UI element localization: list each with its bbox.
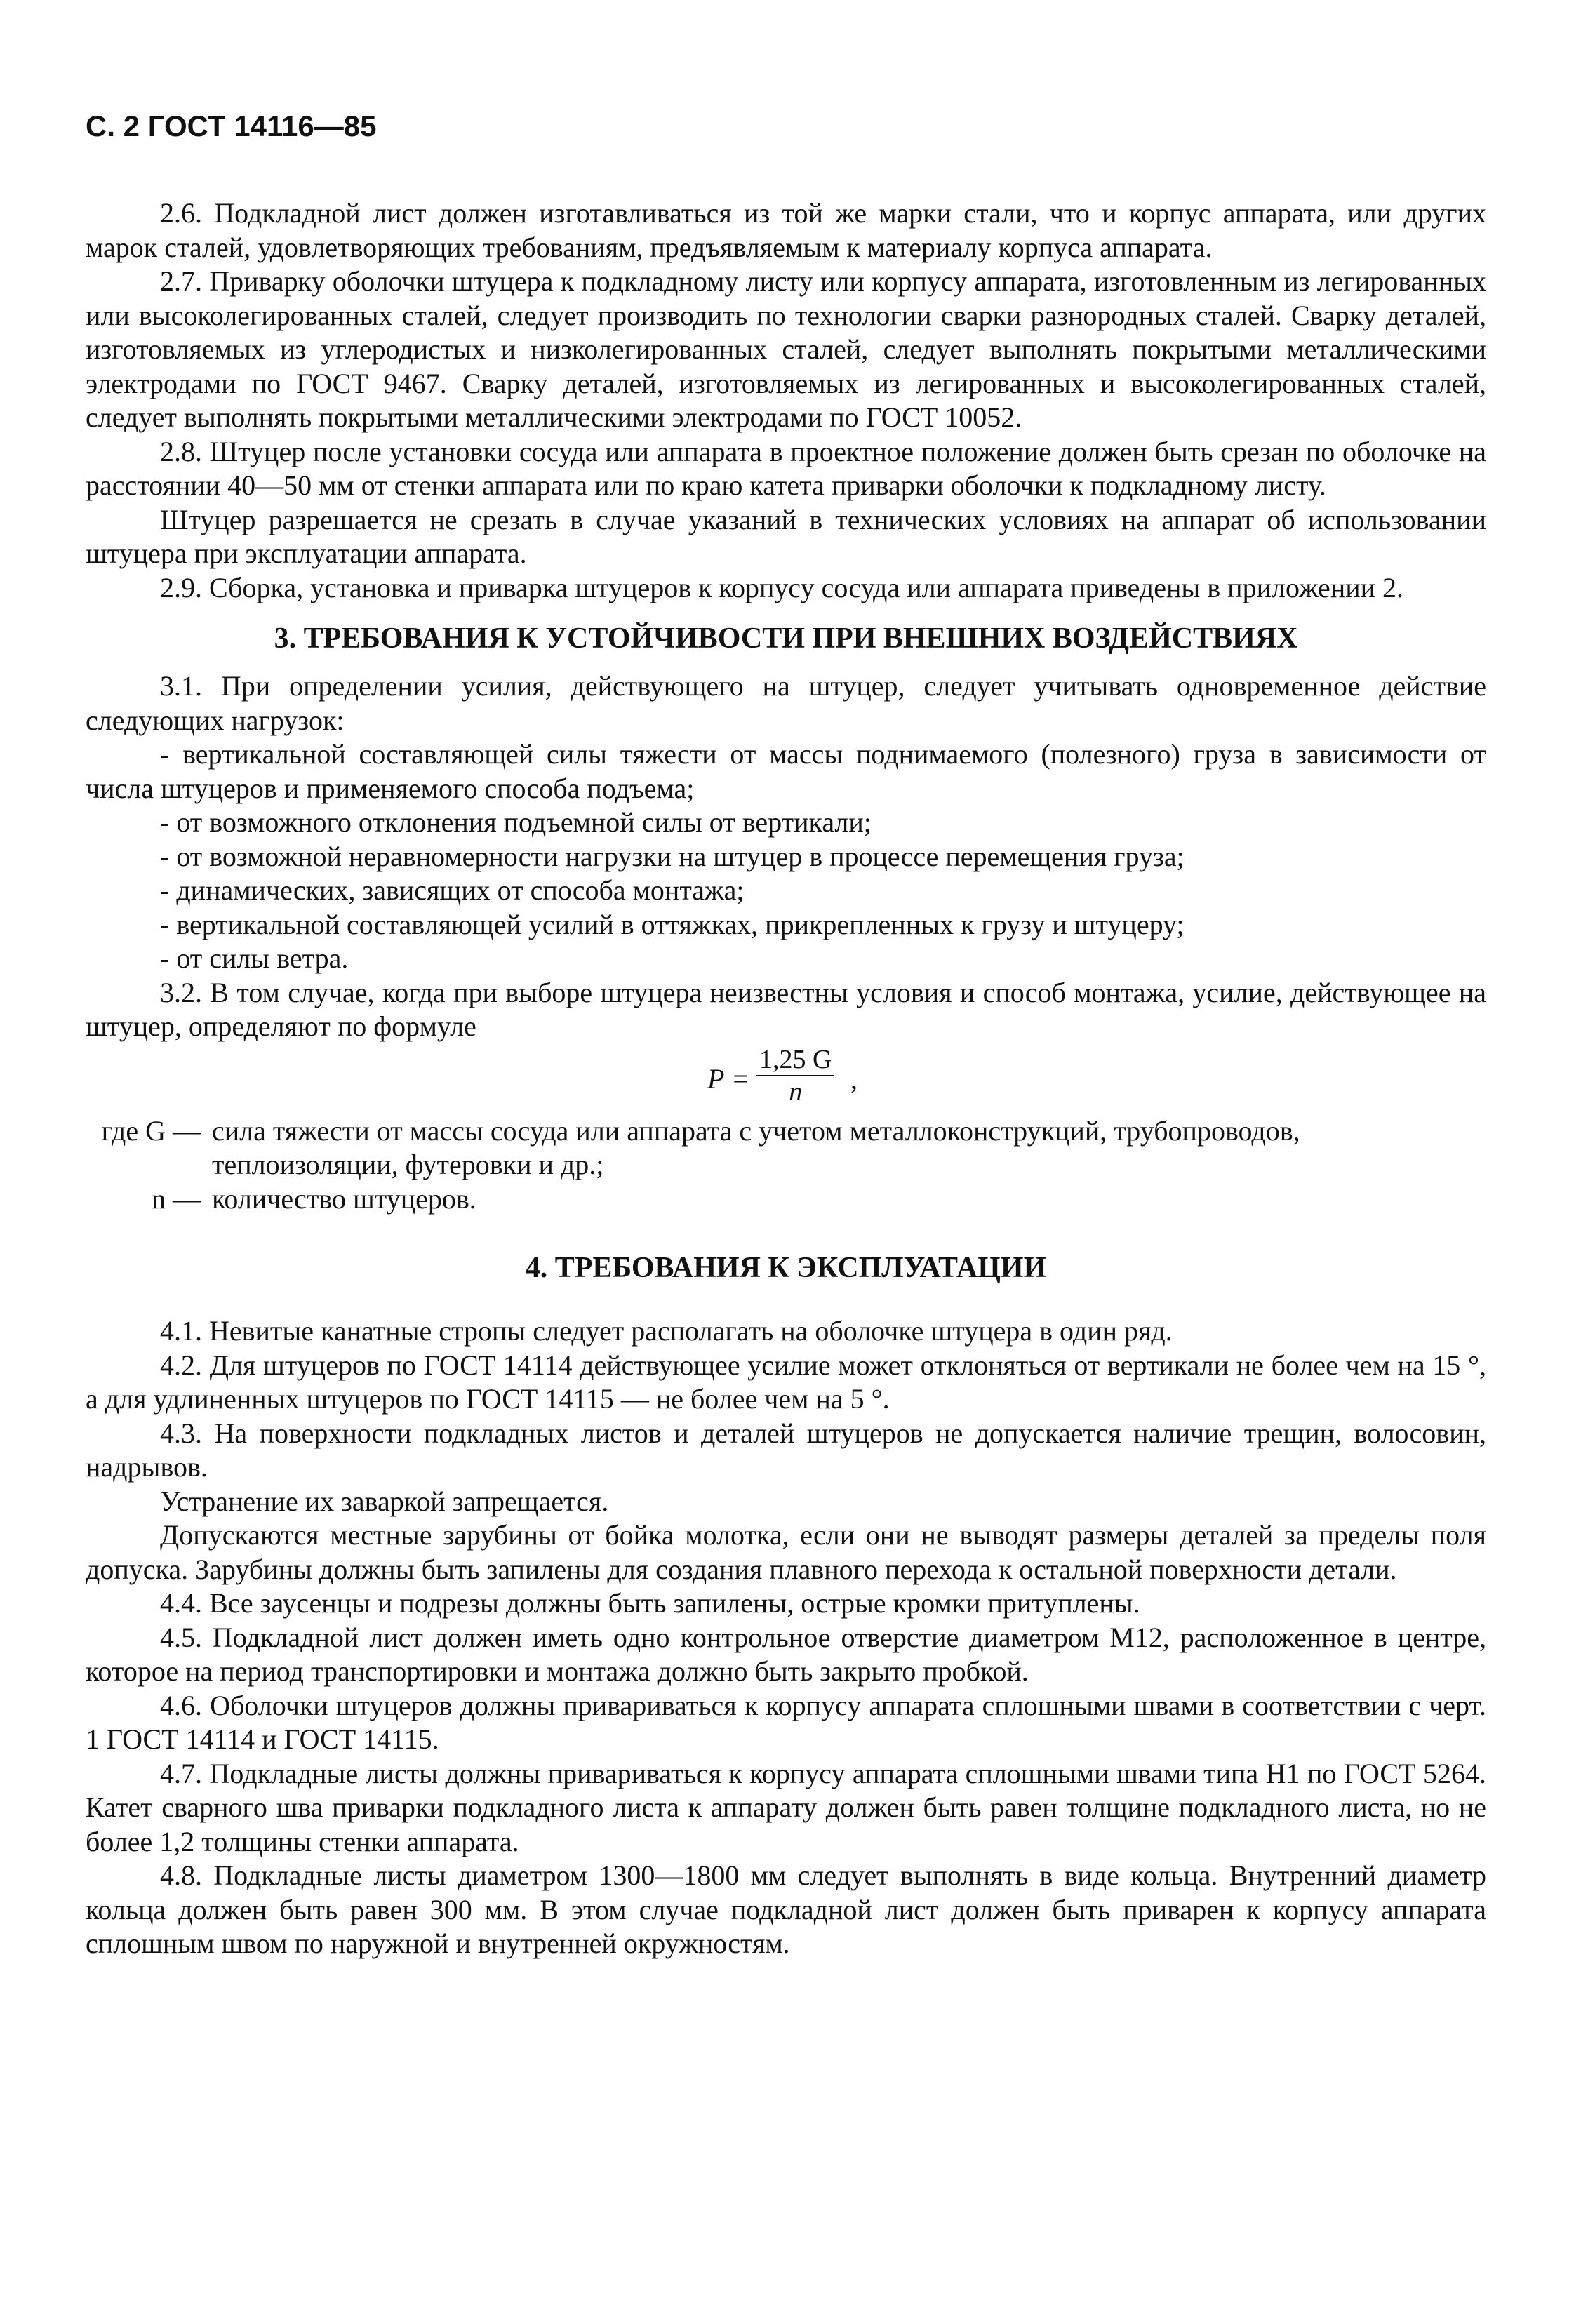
paragraph-4-4: 4.4. Все заусенцы и подрезы должны быть запилены, острые кромки притуплены. — [160, 1587, 1140, 1619]
load-item: - динамических, зависящих от способа монтажа; — [160, 874, 745, 906]
load-item: - от силы ветра. — [160, 942, 349, 974]
force-formula — [86, 1044, 1486, 1114]
paragraph-3-1: 3.1. При определении усилия, действующего на штуцер, следует учитывать одновременное действие следующих нагрузок: — [86, 670, 1486, 736]
formula-denominator: n — [789, 1076, 803, 1107]
load-item: - вертикальной составляющей усилий в оттяжках, прикрепленных к грузу и штуцеру; — [160, 908, 1185, 940]
paragraph-4-3-note: Устранение их заваркой запрещается. — [160, 1485, 609, 1517]
formula-tail: , — [850, 1062, 858, 1095]
section-4-title: 4. ТРЕБОВАНИЯ К ЭКСПЛУАТАЦИИ — [525, 1252, 1047, 1284]
paragraph-4-7: 4.7. Подкладные листы должны привариваться к корпусу аппарата сплошными швами типа Н1 по ГОСТ 5264. Катет сварного шва приварки подкладного листа к аппарату должен быть равен толщине подкладного листа, но не более 1,2 толщины стенки аппарата. — [86, 1757, 1486, 1857]
definition-symbol: n — — [152, 1182, 201, 1215]
definition-text: сила тяжести от массы сосуда или аппарата с учетом металлоконструкций, трубопроводов, теплоизоляции, футеровки и др.; — [212, 1114, 1300, 1180]
definition-text: количество штуцеров. — [212, 1182, 476, 1215]
section-3 — [86, 669, 1486, 1216]
formula-fraction — [756, 1044, 834, 1107]
load-item: - вертикальной составляющей силы тяжести от массы поднимаемого (полезного) груза в зависимости от числа штуцеров и применяемого способа подъема; — [86, 738, 1486, 804]
paragraph-4-1: 4.1. Невитые канатные стропы следует располагать на оболочке штуцера в один ряд. — [160, 1315, 1173, 1347]
paragraph-4-3-note: Допускаются местные зарубины от бойка молотка, если они не выводят размеры деталей за пределы поля допуска. Зарубины должны быть запилены для создания плавного перехода к остальной поверхности детали. — [86, 1519, 1486, 1585]
paragraph-4-5: 4.5. Подкладной лист должен иметь одно контрольное отверстие диаметром М12, расположенное в центре, которое на период транспортировки и монтажа должно быть закрыто пробкой. — [86, 1621, 1486, 1687]
formula-definitions — [86, 1114, 1486, 1217]
section-4 — [86, 1314, 1486, 1961]
paragraph-2-9: 2.9. Сборка, установка и приварка штуцеров к корпусу сосуда или аппарата приведены в приложении 2. — [160, 571, 1404, 603]
paragraph-4-8: 4.8. Подкладные листы диаметром 1300—1800 мм следует выполнять в виде кольца. Внутренний диаметр кольца должен быть равен 300 мм. В этом случае подкладной лист должен быть приварен к корпусу аппарата сплошным швом по наружной и внутренней окружностям. — [86, 1859, 1486, 1959]
definition-row — [86, 1114, 1486, 1182]
paragraph-3-2: 3.2. В том случае, когда при выборе штуцера неизвестны условия и способ монтажа, усилие, действующее на штуцер, определяют по формуле — [86, 976, 1486, 1042]
definition-row — [86, 1182, 1486, 1217]
load-item: - от возможного отклонения подъемной силы от вертикали; — [160, 806, 872, 838]
paragraph-4-6: 4.6. Оболочки штуцеров должны привариваться к корпусу аппарата сплошными швами в соответствии с черт. 1 ГОСТ 14114 и ГОСТ 14115. — [86, 1689, 1486, 1755]
formula-numerator: 1,25 G — [756, 1044, 834, 1076]
paragraph-4-2: 4.2. Для штуцеров по ГОСТ 14114 действующее усилие может отклоняться от вертикали не более чем на 15 °, а для удлиненных штуцеров по ГОСТ 14115 — не более чем на 5 °. — [86, 1349, 1486, 1415]
page-header: С. 2 ГОСТ 14116—85 — [86, 109, 377, 142]
definition-symbol: где G — — [101, 1114, 201, 1147]
load-item: - от возможной неравномерности нагрузки на штуцер в процессе перемещения груза; — [160, 840, 1185, 872]
section-3-title: 3. ТРЕБОВАНИЯ К УСТОЙЧИВОСТИ ПРИ ВНЕШНИХ ВОЗДЕЙСТВИЯХ — [274, 622, 1298, 655]
paragraph-2-8-note: Штуцер разрешается не срезать в случае указаний в технических условиях на аппарат об использовании штуцера при эксплуатации аппарата. — [86, 503, 1486, 569]
formula-lhs: P = — [707, 1062, 750, 1095]
paragraph-4-3: 4.3. На поверхности подкладных листов и деталей штуцеров не допускается наличие трещин, волосовин, надрывов. — [86, 1417, 1486, 1483]
paragraph-2-7: 2.7. Приварку оболочки штуцера к подкладному листу или корпусу аппарата, изготовленным из легированных или высоколегированных сталей, следует производить по технологии сварки разнородных сталей. Сварку деталей, изготовляемых из углеродистых и низколегированных сталей, следует выполнять покрытыми металлическими электродами по ГОСТ 9467. Сварку деталей, изготовляемых из легированных и высоколегированных сталей, следует выполнять покрытыми металлическими электродами по ГОСТ 10052. — [86, 265, 1486, 433]
section-2-continued — [86, 196, 1486, 605]
document-page — [86, 105, 1486, 1961]
paragraph-2-8: 2.8. Штуцер после установки сосуда или аппарата в проектное положение должен быть срезан по оболочке на расстоянии 40—50 мм от стенки аппарата или по краю катета приварки оболочки к подкладному листу. — [86, 435, 1486, 501]
paragraph-2-6: 2.6. Подкладной лист должен изготавливаться из той же марки стали, что и корпус аппарата, или других марок сталей, удовлетворяющих требованиям, предъявляемым к материалу корпуса аппарата. — [86, 197, 1486, 263]
